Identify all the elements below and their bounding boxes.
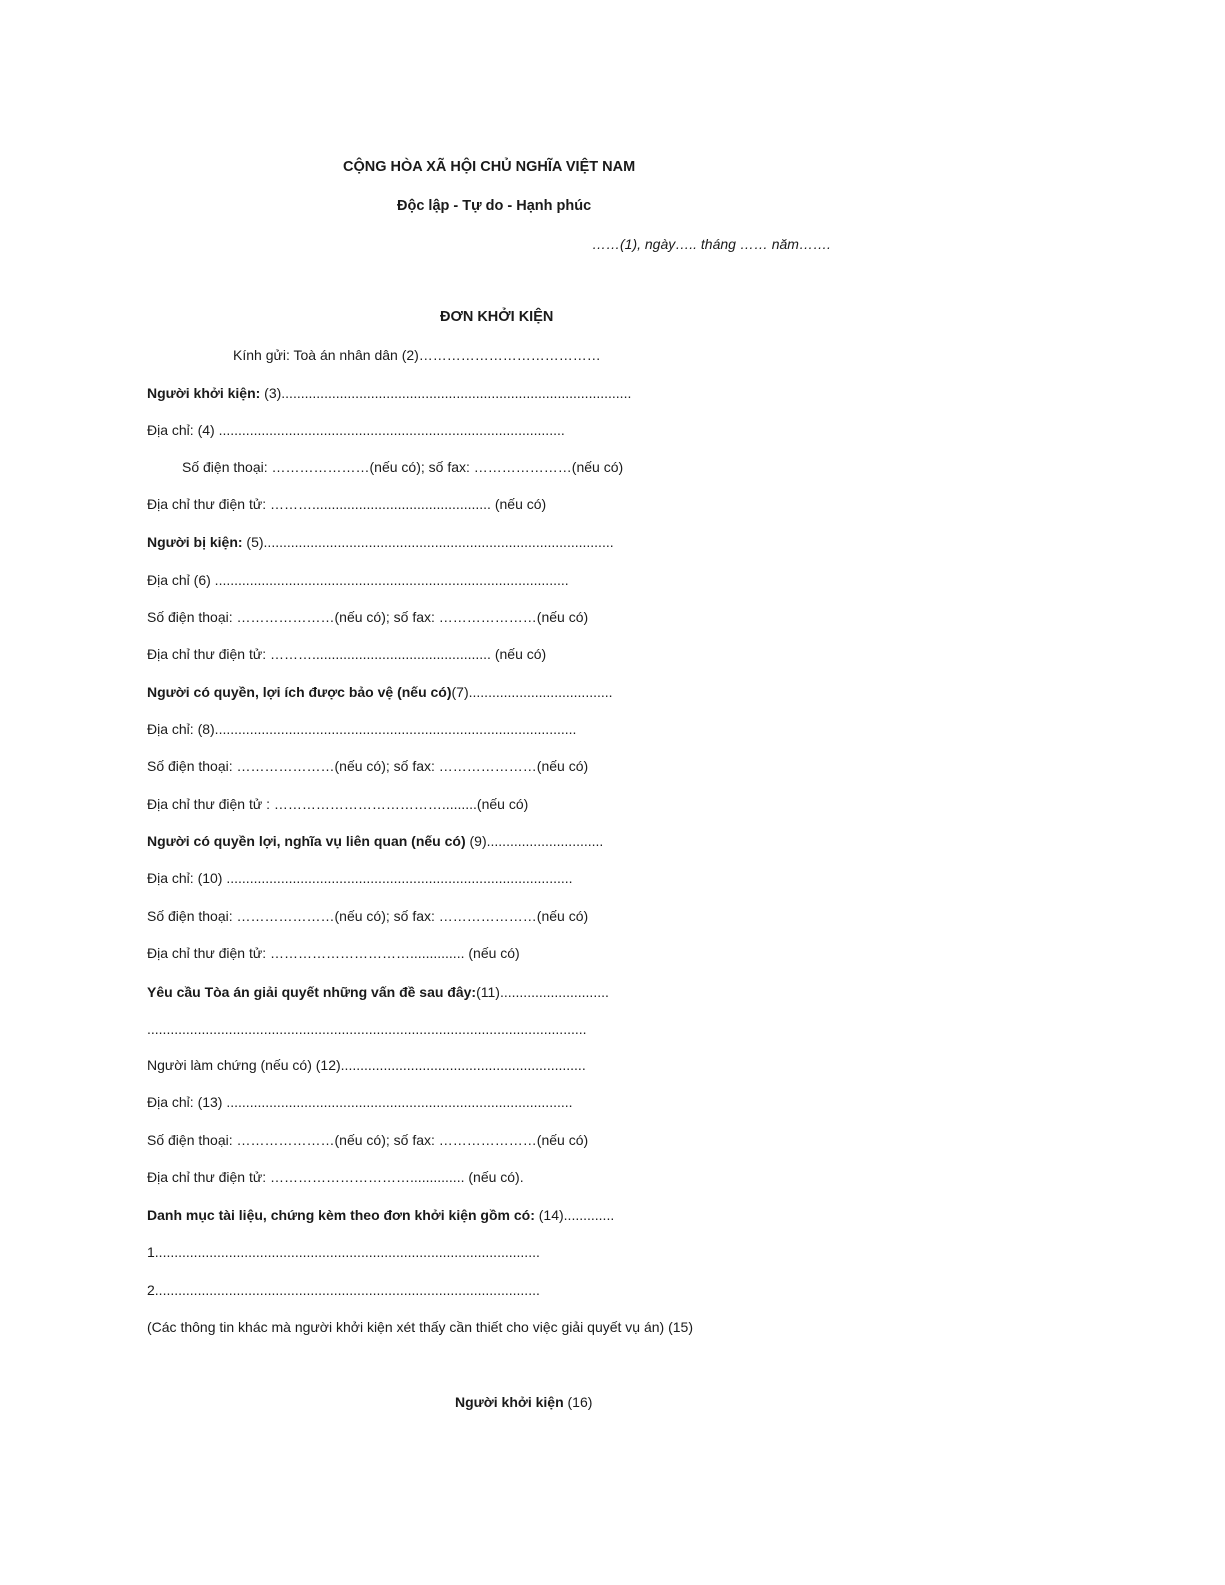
- signature-note: (16): [563, 1394, 593, 1410]
- request-blank-line: .................................................................................................................: [147, 1021, 587, 1037]
- protected-party-blank: (7).....................................: [451, 684, 613, 700]
- document-title: ĐƠN KHỞI KIỆN: [440, 309, 554, 325]
- plaintiff-line: [147, 384, 631, 402]
- related-party-blank: (9)..............................: [465, 833, 604, 849]
- witness-phone: Số điện thoại: …………………(nếu có); số fax: …………………(nếu có): [147, 1132, 589, 1148]
- plaintiff-email: Địa chỉ thư điện tử: ……….............................................. (nếu có): [147, 496, 547, 512]
- plaintiff-phone: Số điện thoại: …………………(nếu có); số fax: …………………(nếu có): [182, 459, 624, 475]
- documents-label: Danh mục tài liệu, chứng kèm theo đơn khởi kiện gồm có:: [147, 1207, 535, 1223]
- related-party-phone: Số điện thoại: …………………(nếu có); số fax: …………………(nếu có): [147, 908, 589, 924]
- request-blank: (11)............................: [476, 984, 609, 1000]
- protected-party-label: Người có quyền, lợi ích được bảo vệ (nếu có): [147, 684, 452, 700]
- national-title: CỘNG HÒA XÃ HỘI CHỦ NGHĨA VIỆT NAM: [343, 159, 636, 175]
- date-line: ……(1), ngày….. tháng …… năm…….: [592, 236, 831, 252]
- signature-line: [455, 1393, 592, 1411]
- plaintiff-blank: (3)..........................................................................................: [260, 385, 632, 401]
- related-party-label: Người có quyền lợi, nghĩa vụ liên quan (nếu có): [147, 833, 466, 849]
- witness-line: Người làm chứng (nếu có) (12)...............................................................: [147, 1057, 586, 1073]
- related-party-line: [147, 832, 603, 850]
- signature-label: Người khởi kiện: [455, 1394, 564, 1410]
- other-info-line: (Các thông tin khác mà người khởi kiện xét thấy cần thiết cho việc giải quyết vụ án) (15): [147, 1319, 694, 1335]
- witness-address: Địa chỉ: (13) .........................................................................................: [147, 1094, 573, 1110]
- defendant-phone: Số điện thoại: …………………(nếu có); số fax: …………………(nếu có): [147, 609, 589, 625]
- defendant-blank: (5)..........................................................................................: [242, 534, 614, 550]
- motto: Độc lập - Tự do - Hạnh phúc: [397, 198, 592, 214]
- defendant-line: [147, 533, 614, 551]
- plaintiff-address: Địa chỉ: (4) .........................................................................................: [147, 422, 565, 438]
- related-party-address: Địa chỉ: (10) .........................................................................................: [147, 870, 573, 886]
- protected-party-phone: Số điện thoại: …………………(nếu có); số fax: …………………(nếu có): [147, 758, 589, 774]
- related-party-email: Địa chỉ thư điện tử: ………………………….............. (nếu có): [147, 945, 520, 961]
- documents-item-1: 1...................................................................................................: [147, 1244, 540, 1260]
- documents-line: [147, 1206, 614, 1224]
- defendant-email: Địa chỉ thư điện tử: ……….............................................. (nếu có): [147, 646, 547, 662]
- documents-blank: (14).............: [534, 1207, 615, 1223]
- recipient-line: Kính gửi: Toà án nhân dân (2)…………………………………: [233, 347, 601, 363]
- protected-party-address: Địa chỉ: (8).............................................................................................: [147, 721, 577, 737]
- plaintiff-label: Người khởi kiện:: [147, 385, 261, 401]
- defendant-label: Người bị kiện:: [147, 534, 243, 550]
- protected-party-email: Địa chỉ thư điện tử : ……………………………….........(nếu có): [147, 796, 529, 812]
- defendant-address: Địa chỉ (6) ...........................................................................................: [147, 572, 569, 588]
- documents-item-2: 2...................................................................................................: [147, 1282, 540, 1298]
- protected-party-line: [147, 683, 613, 701]
- request-label: Yêu cầu Tòa án giải quyết những vấn đề sau đây:: [147, 984, 477, 1000]
- witness-email: Địa chỉ thư điện tử: ………………………….............. (nếu có).: [147, 1169, 524, 1185]
- request-line: [147, 983, 609, 1001]
